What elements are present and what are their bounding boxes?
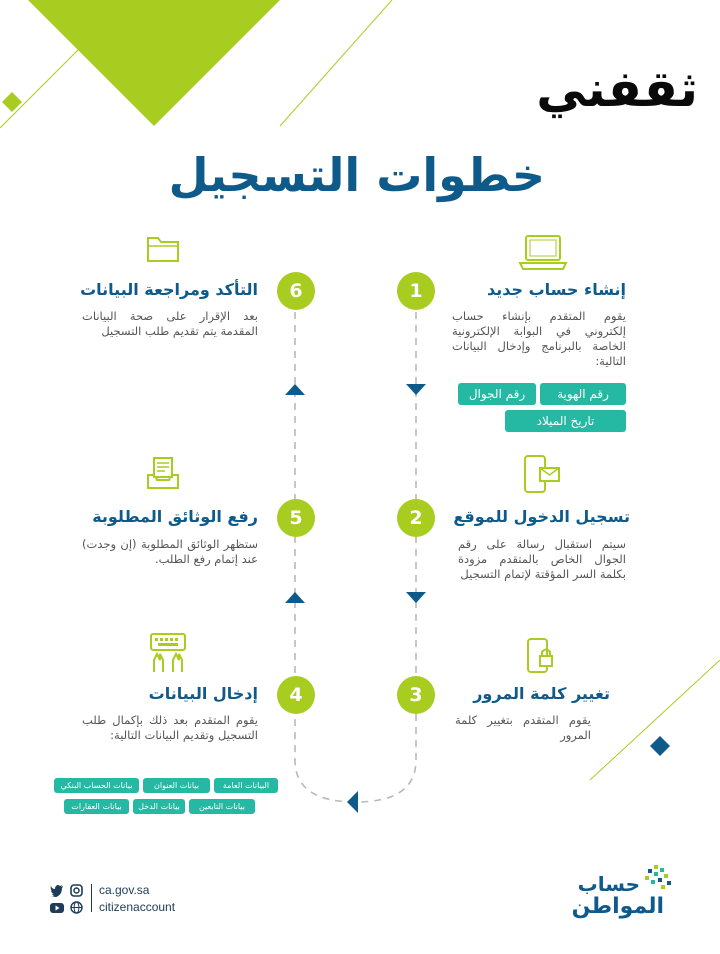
step-4-description: يقوم المتقدم بعد ذلك بإكمال طلب التسجيل وتقديم البيانات التالية: bbox=[82, 713, 258, 742]
keyboard-hands-icon bbox=[148, 632, 188, 674]
page-title: خطوات التسجيل bbox=[168, 148, 545, 202]
step-6-description: بعد الإقرار على صحة البيانات المقدمة يتم تقديم طلب التسجيل bbox=[82, 309, 258, 338]
step-4-title: إدخال البيانات bbox=[148, 684, 258, 703]
step-6-title: التأكد ومراجعة البيانات bbox=[80, 280, 258, 299]
step-3-number: 3 bbox=[397, 676, 435, 714]
folder-icon bbox=[146, 234, 180, 264]
step-5-description: ستظهر الوثائق المطلوبة (إن وجدت) عند إتمام رفع الطلب. bbox=[82, 537, 258, 566]
chip-birth-date: تاريخ الميلاد bbox=[505, 410, 626, 432]
chip-general-data: البيانات العامة bbox=[214, 778, 278, 793]
laptop-icon bbox=[518, 233, 568, 273]
website-link[interactable]: ca.gov.sa bbox=[99, 883, 150, 897]
step-2-title: تسجيل الدخول للموقع bbox=[453, 507, 630, 526]
youtube-icon[interactable] bbox=[50, 902, 64, 914]
bottom-right-diagonal-line bbox=[590, 660, 720, 780]
logo-line-1: حساب bbox=[577, 872, 640, 896]
arrow-up-2 bbox=[285, 592, 305, 603]
chip-address-data: بيانات العنوان bbox=[143, 778, 210, 793]
chip-mobile-number: رقم الجوال bbox=[458, 383, 536, 405]
step-1-description: يقوم المتقدم بإنشاء حساب إلكتروني في البوابة الإلكترونية الخاصة بالبرنامج وإدخال البيانات التالية: bbox=[452, 309, 626, 368]
arrow-down-1 bbox=[406, 384, 426, 395]
chip-income-data: بيانات الدخل bbox=[133, 799, 185, 814]
footer-divider bbox=[91, 884, 92, 912]
arrow-up-1 bbox=[285, 384, 305, 395]
chip-dependents-data: بيانات التابعين bbox=[189, 799, 255, 814]
twitter-icon[interactable] bbox=[50, 884, 64, 897]
instagram-icon[interactable] bbox=[70, 884, 83, 897]
social-handle[interactable]: citizenaccount bbox=[99, 900, 176, 914]
step-6-number: 6 bbox=[277, 272, 315, 310]
step-1-title: إنشاء حساب جديد bbox=[486, 280, 626, 299]
step-2-number: 2 bbox=[397, 499, 435, 537]
steps-dashed-path bbox=[295, 312, 416, 802]
mobile-message-icon bbox=[522, 454, 562, 496]
arrow-down-2 bbox=[406, 592, 426, 603]
step-5-number: 5 bbox=[277, 499, 315, 537]
right-navy-diamond bbox=[650, 736, 670, 756]
document-tray-icon bbox=[145, 455, 181, 491]
step-5-title: رفع الوثائق المطلوبة bbox=[92, 507, 258, 526]
logo-line-2: المواطن bbox=[571, 894, 664, 919]
mobile-lock-icon bbox=[525, 637, 555, 675]
arrow-left-bottom bbox=[347, 791, 358, 813]
step-2-description: سيتم استقبال رسالة على رقم الجوال الخاص بالمتقدم مزودة بكلمة السر المؤقتة لإتمام التسجيل bbox=[458, 537, 626, 581]
step-3-description: يقوم المتقدم بتغيير كلمة المرور bbox=[455, 713, 591, 742]
chip-real-estate-data: بيانات العقارات bbox=[64, 799, 129, 814]
chip-national-id: رقم الهوية bbox=[540, 383, 626, 405]
top-diagonal-line bbox=[280, 0, 392, 126]
step-4-number: 4 bbox=[277, 676, 315, 714]
step-3-title: تغيير كلمة المرور bbox=[473, 684, 610, 703]
chip-bank-account-data: بيانات الحساب البنكي bbox=[54, 778, 139, 793]
globe-icon[interactable] bbox=[70, 901, 83, 914]
top-green-triangle bbox=[28, 0, 280, 126]
brand-wordmark: ثقفني bbox=[536, 60, 698, 118]
step-1-number: 1 bbox=[397, 272, 435, 310]
logo-mark-icon bbox=[640, 864, 674, 894]
